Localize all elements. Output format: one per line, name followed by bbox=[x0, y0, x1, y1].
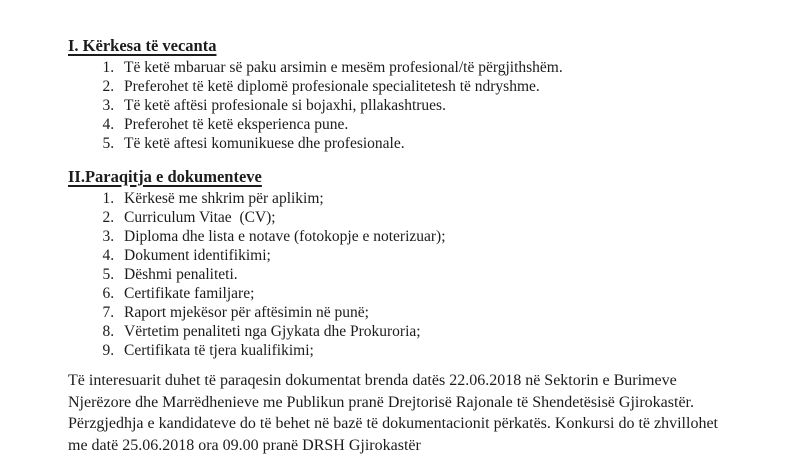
section-document-submission bbox=[68, 167, 728, 360]
list-item: 3. Diploma dhe lista e notave (fotokopje e noterizuar); bbox=[118, 227, 728, 246]
documents-list bbox=[68, 189, 728, 360]
list-item: 1. Të ketë mbaruar së paku arsimin e mesëm profesional/të përgjithshëm. bbox=[118, 58, 728, 77]
list-item: 8. Vërtetim penaliteti nga Gjykata dhe Prokuroria; bbox=[118, 322, 728, 341]
closing-paragraph: Të interesuarit duhet të paraqesin dokumentat brenda datës 22.06.2018 në Sektorin e Burimeve Njerëzore dhe Marrëdhenieve me Publikun pranë Drejtorisë Rajonale të Shendetësisë Gjirokastër. Përzgjedhja e kandidateve do të behet në bazë të dokumentacionit përkatës. Konkursi do të zhvillohet me datë 25.06.2018 ora 09.00 pranë DRSH Gjirokastër bbox=[68, 372, 718, 454]
list-item: 4. Preferohet të ketë eksperienca pune. bbox=[118, 115, 728, 134]
section-heading: II.Paraqitja e dokumenteve bbox=[68, 167, 262, 186]
section-special-requirements bbox=[68, 36, 728, 153]
list-item: 4. Dokument identifikimi; bbox=[118, 246, 728, 265]
list-item: 9. Certifikata të tjera kualifikimi; bbox=[118, 341, 728, 360]
list-item: 2. Preferohet të ketë diplomë profesionale specialitetesh të ndryshme. bbox=[118, 77, 728, 96]
list-item: 7. Raport mjekësor për aftësimin në punë; bbox=[118, 303, 728, 322]
list-item: 5. Të ketë aftesi komunikuese dhe profesionale. bbox=[118, 134, 728, 153]
list-item: 1. Kërkesë me shkrim për aplikim; bbox=[118, 189, 728, 208]
list-item: 2. Curriculum Vitae (CV); bbox=[118, 208, 728, 227]
list-item: 3. Të ketë aftësi profesionale si bojaxhi, pllakashtrues. bbox=[118, 96, 728, 115]
list-item: 5. Dëshmi penaliteti. bbox=[118, 265, 728, 284]
section-heading-row bbox=[68, 36, 728, 56]
special-requirements-list bbox=[68, 58, 728, 153]
section-heading-row bbox=[68, 167, 728, 187]
section-heading: I. Kërkesa të vecanta bbox=[68, 36, 217, 55]
list-item: 6. Certifikate familjare; bbox=[118, 284, 728, 303]
